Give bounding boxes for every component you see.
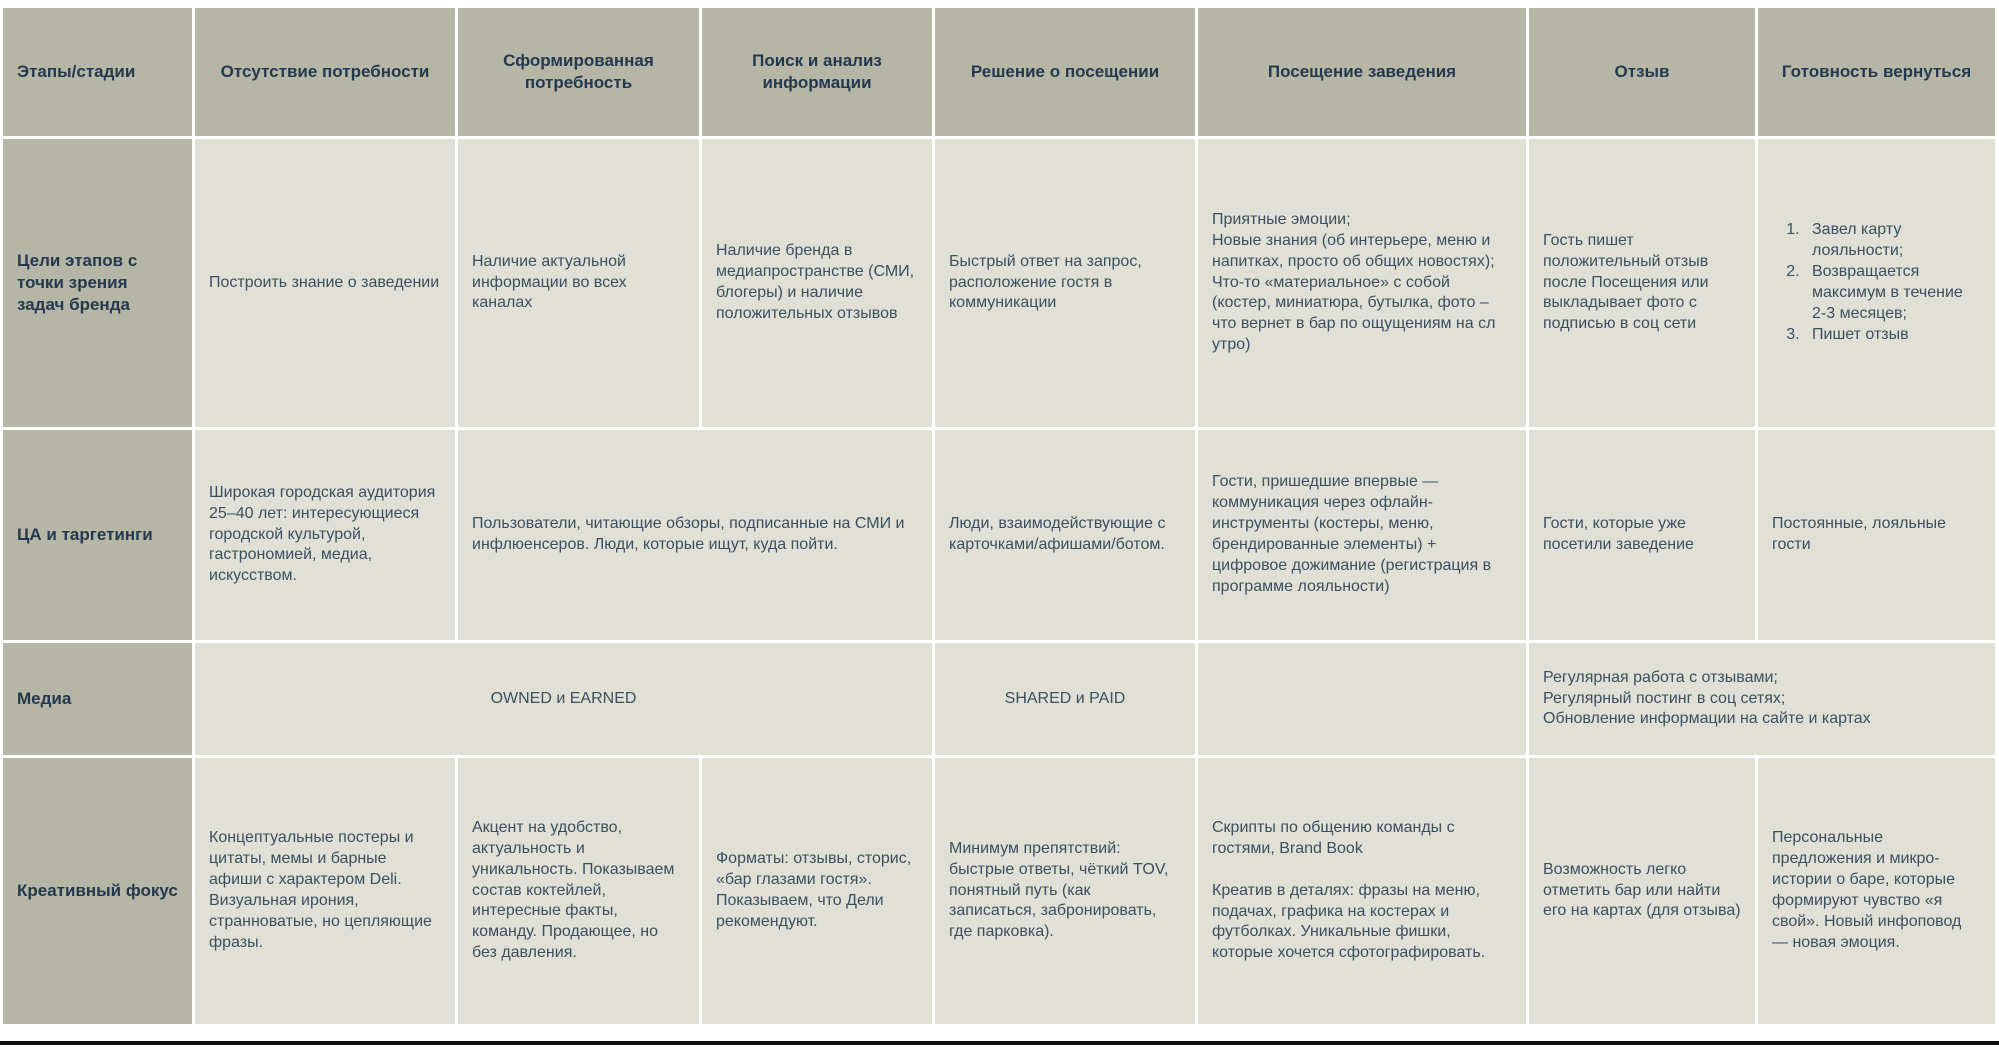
cell-creative-formed-need: Акцент на удобство, актуальность и уникальность. Показываем состав коктейлей, интересные факты, команду. Продающее, но без давления. (458, 758, 699, 1024)
media-review-line: Регулярный постинг в соц сетях; (1543, 689, 1786, 707)
cell-goals-venue-visit (1198, 139, 1526, 427)
cell-creative-info-search: Форматы: отзывы, сторис, «бар глазами гостя». Показываем, что Дели рекомендуют. (702, 758, 932, 1024)
cell-goals-decision: Быстрый ответ на запрос, расположение гостя в коммуникации (935, 139, 1195, 427)
cell-goals-return (1758, 139, 1995, 427)
row-goals (3, 139, 1995, 427)
col-header-stages: Этапы/стадии (3, 8, 192, 136)
cell-goals-review: Гость пишет положительный отзыв после Посещения или выкладывает фото с подписью в соц сети (1529, 139, 1755, 427)
cell-audience-venue-visit: Гости, пришедшие впервые — коммуникация через офлайн-инструменты (костеры, меню, брендированные элементы) + цифровое дожимание (регистрация в программе лояльности) (1198, 430, 1526, 640)
row-header-goals: Цели этапов с точки зрения задач бренда (3, 139, 192, 427)
cell-creative-no-need: Концептуальные постеры и цитаты, мемы и барные афиши с характером Deli. Визуальная ирония, странноватые, но цепляющие фразы. (195, 758, 455, 1024)
customer-journey-table (0, 5, 1998, 1027)
return-readiness-list (1772, 220, 1981, 346)
creative-visit-paragraph: Скрипты по общению команды с гостями, Brand Book (1212, 818, 1455, 857)
row-audience (3, 430, 1995, 640)
cell-creative-return: Персональные предложения и микро-истории о баре, которые формируют чувство «я свой». Новый инфоповод — новая эмоция. (1758, 758, 1995, 1024)
goals-visit-line: Новые знания (об интерьере, меню и напитках, просто об общих новостях); (1212, 231, 1495, 270)
goals-visit-line: Что-то «материальное» с собой (костер, миниатюра, бутылка, фото – что вернет в бар по ощущениям на сл утро) (1212, 273, 1496, 354)
header-row (3, 8, 1995, 136)
row-media (3, 643, 1995, 755)
cell-audience-return: Постоянные, лояльные гости (1758, 430, 1995, 640)
cell-creative-decision: Минимум препятствий: быстрые ответы, чёткий TOV, понятный путь (как записаться, забронировать, где парковка). (935, 758, 1195, 1024)
row-header-creative: Креативный фокус (3, 758, 192, 1024)
media-review-line: Регулярная работа с отзывами; (1543, 668, 1778, 686)
cell-media-shared-paid: SHARED и PAID (935, 643, 1195, 755)
col-header-formed-need: Сформированная потребность (458, 8, 699, 136)
col-header-visit-decision: Решение о посещении (935, 8, 1195, 136)
cell-audience-decision: Люди, взаимодействующие с карточками/афишами/ботом. (935, 430, 1195, 640)
cell-goals-no-need: Построить знание о заведении (195, 139, 455, 427)
cell-audience-formed-need-search: Пользователи, читающие обзоры, подписанные на СМИ и инфлюенсеров. Люди, которые ищут, куда пойти. (458, 430, 932, 640)
cell-media-owned-earned: OWNED и EARNED (195, 643, 932, 755)
row-header-media: Медиа (3, 643, 192, 755)
slide-page (0, 5, 1999, 1050)
cell-goals-formed-need: Наличие актуальной информации во всех каналах (458, 139, 699, 427)
bottom-rule (0, 1041, 1999, 1045)
cell-media-venue-visit (1198, 643, 1526, 755)
row-header-audience: ЦА и таргетинги (3, 430, 192, 640)
col-header-review: Отзыв (1529, 8, 1755, 136)
cell-audience-no-need: Широкая городская аудитория 25–40 лет: интересующиеся городской культурой, гастрономией, медиа, искусством. (195, 430, 455, 640)
cell-creative-review: Возможность легко отметить бар или найти его на картах (для отзыва) (1529, 758, 1755, 1024)
return-readiness-item: 1. Завел карту лояльности; (1804, 220, 1981, 262)
cell-audience-review: Гости, которые уже посетили заведение (1529, 430, 1755, 640)
row-creative (3, 758, 1995, 1024)
cell-creative-venue-visit (1198, 758, 1526, 1024)
goals-visit-line: Приятные эмоции; (1212, 210, 1351, 228)
return-readiness-item: 3. Пишет отзыв (1804, 325, 1981, 346)
media-review-line: Обновление информации на сайте и картах (1543, 710, 1871, 728)
return-readiness-item: 2. Возвращается максимум в течение 2-3 месяцев; (1804, 262, 1981, 325)
col-header-info-search: Поиск и анализ информации (702, 8, 932, 136)
col-header-no-need: Отсутствие потребности (195, 8, 455, 136)
cell-media-review-return (1529, 643, 1995, 755)
creative-visit-paragraph: Креатив в деталях: фразы на меню, подачах, графика на костерах и футболках. Уникальные фишки, которые хочется сфотографировать. (1212, 881, 1486, 962)
col-header-return-readiness: Готовность вернуться (1758, 8, 1995, 136)
col-header-venue-visit: Посещение заведения (1198, 8, 1526, 136)
cell-goals-info-search: Наличие бренда в медиапространстве (СМИ, блогеры) и наличие положительных отзывов (702, 139, 932, 427)
